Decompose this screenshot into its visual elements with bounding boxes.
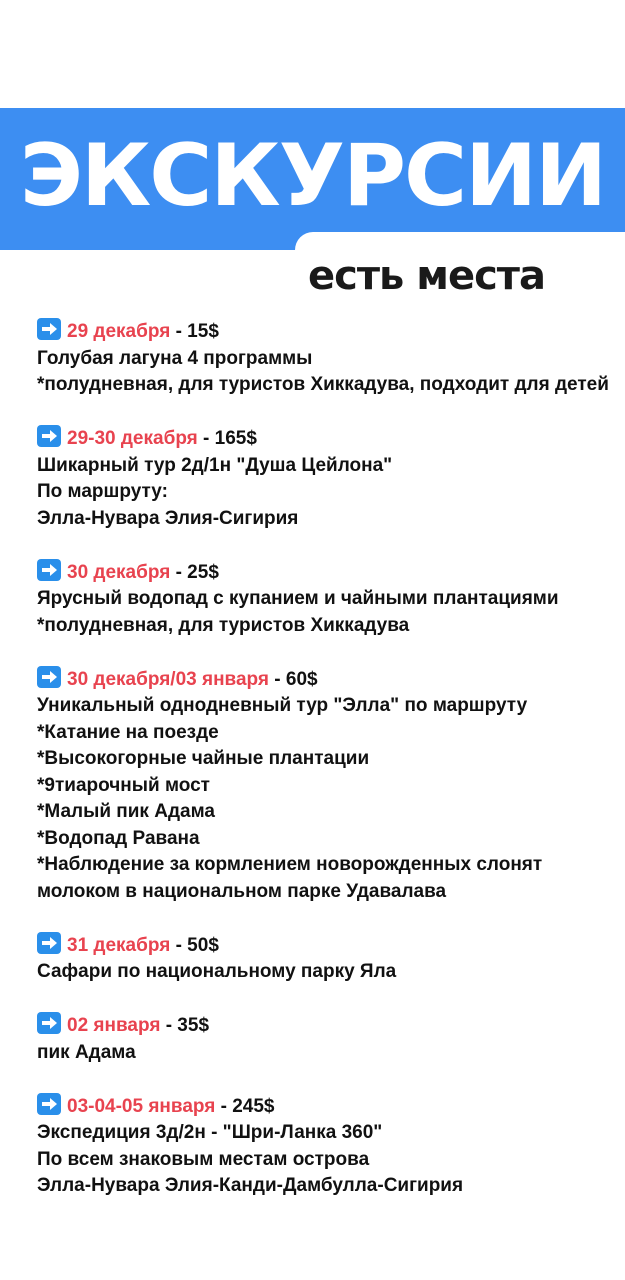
tour-item	[37, 1093, 612, 1200]
tour-description-line: *Высокогорные чайные плантации	[37, 748, 370, 769]
tour-price: - 15$	[170, 321, 219, 342]
tour-item	[37, 932, 612, 986]
tour-date: 31 декабря	[67, 934, 171, 956]
tour-heading	[37, 932, 612, 960]
tour-price: - 25$	[170, 561, 219, 583]
tour-heading	[37, 559, 612, 587]
arrow-right-icon	[37, 1012, 61, 1034]
tour-date: 03-04-05 января	[67, 1095, 216, 1117]
tour-description-line: Уникальный однодневный тур "Элла" по маршруту	[37, 695, 528, 716]
tour-price: - 35$	[160, 1015, 210, 1036]
tour-list	[37, 318, 612, 1200]
tour-description-line: *Катание на поезде	[37, 721, 219, 743]
tour-description-line: По маршруту:	[37, 481, 168, 502]
tour-item	[37, 318, 612, 399]
tour-date: 29 декабря	[67, 321, 171, 342]
tour-description-line: *Водопад Равана	[37, 827, 200, 849]
tour-description-line: пик Адама	[37, 1041, 136, 1063]
tour-description-line: *Малый пик Адама	[37, 801, 215, 822]
arrow-right-icon	[37, 318, 61, 340]
tour-description-line: Элла-Нувара Элия-Сигирия	[37, 507, 299, 529]
tour-price: - 60$	[269, 668, 318, 690]
arrow-right-icon	[37, 425, 61, 447]
page-title: ЭКСКУРСИИ	[19, 126, 606, 226]
tour-description-line: *полудневная, для туристов Хиккадува	[37, 614, 410, 636]
tour-item	[37, 666, 612, 906]
arrow-right-icon	[37, 559, 61, 581]
tour-description-line: Экспедиция 3д/2н - "Шри-Ланка 360"	[37, 1122, 383, 1143]
tour-heading	[37, 425, 612, 453]
tour-heading	[37, 318, 612, 346]
tour-item	[37, 425, 612, 532]
tour-price: - 50$	[170, 934, 219, 956]
tour-description-line: Элла-Нувара Элия-Канди-Дамбулла-Сигирия	[37, 1175, 464, 1196]
tour-description-line: *полудневная, для туристов Хиккадува, подходит для детей	[37, 374, 609, 395]
tour-description-line: Ярусный водопад с купанием и чайными плантациями	[37, 588, 559, 609]
tour-date: 30 декабря	[67, 561, 171, 583]
tour-description-line: Сафари по национальному парку Яла	[37, 961, 397, 982]
tour-date: 30 декабря/03 января	[67, 668, 269, 690]
tour-price: - 165$	[197, 428, 257, 449]
page-subtitle: есть места	[308, 253, 545, 299]
tour-price: - 245$	[215, 1095, 275, 1117]
tour-heading	[37, 666, 612, 694]
tour-description-line: *Наблюдение за кормлением новорожденных слонят молоком в национальном парке Удавалава	[37, 854, 543, 902]
tour-item	[37, 1012, 612, 1066]
tour-description-line: По всем знаковым местам острова	[37, 1148, 370, 1170]
tour-date: 29-30 декабря	[67, 428, 198, 449]
tour-item	[37, 559, 612, 640]
tour-description-line: *9тиарочный мост	[37, 774, 210, 796]
tour-date: 02 января	[67, 1015, 161, 1036]
tour-heading	[37, 1093, 612, 1121]
arrow-right-icon	[37, 932, 61, 954]
tour-heading	[37, 1012, 612, 1040]
tour-description-line: Голубая лагуна 4 программы	[37, 347, 313, 369]
tour-description-line: Шикарный тур 2д/1н "Душа Цейлона"	[37, 454, 393, 476]
arrow-right-icon	[37, 1093, 61, 1115]
arrow-right-icon	[37, 666, 61, 688]
